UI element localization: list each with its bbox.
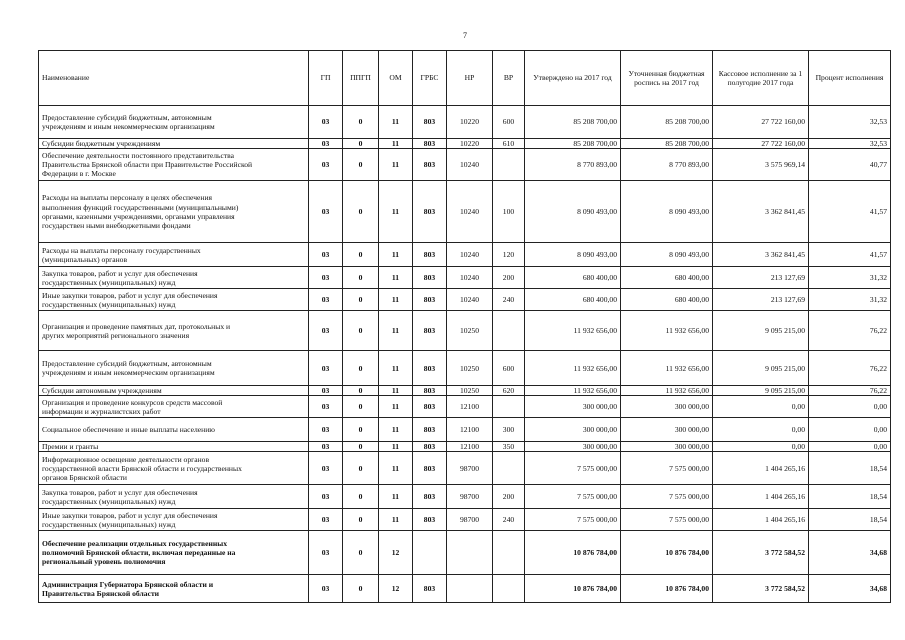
cell-name: Организация и проведение памятных дат, протокольных и других мероприятий регионального значения <box>39 311 309 351</box>
cell-np <box>447 575 493 603</box>
cell-grbs: 803 <box>413 149 447 181</box>
cell-refined: 7 575 000,00 <box>621 485 713 509</box>
cell-om: 12 <box>379 531 413 575</box>
cell-grbs: 803 <box>413 509 447 531</box>
cell-refined: 85 208 700,00 <box>621 106 713 139</box>
cell-vr: 620 <box>493 386 525 396</box>
cell-name: Расходы на выплаты персоналу государственных (муниципальных) органов <box>39 243 309 267</box>
cell-om: 11 <box>379 267 413 289</box>
cell-om: 11 <box>379 106 413 139</box>
cell-cash: 9 095 215,00 <box>713 351 809 386</box>
cell-vr <box>493 452 525 485</box>
cell-np: 12100 <box>447 418 493 442</box>
table-row <box>39 396 891 418</box>
cell-gp: 03 <box>309 139 343 149</box>
cell-approved: 11 932 656,00 <box>525 351 621 386</box>
cell-percent: 18,54 <box>809 509 891 531</box>
cell-cash: 3 772 584,52 <box>713 531 809 575</box>
cell-grbs <box>413 531 447 575</box>
cell-percent: 0,00 <box>809 418 891 442</box>
cell-vr <box>493 311 525 351</box>
cell-name: Закупка товаров, работ и услуг для обеспечения государственных (муниципальных) нужд <box>39 485 309 509</box>
cell-percent: 41,57 <box>809 243 891 267</box>
cell-name: Социальное обеспечение и иные выплаты населению <box>39 418 309 442</box>
cell-approved: 680 400,00 <box>525 267 621 289</box>
header-cash: Кассовое исполнение за 1 полугодие 2017 года <box>713 51 809 106</box>
cell-ppgp: 0 <box>343 509 379 531</box>
cell-approved: 85 208 700,00 <box>525 139 621 149</box>
cell-cash: 0,00 <box>713 442 809 452</box>
cell-approved: 7 575 000,00 <box>525 509 621 531</box>
cell-percent: 34,68 <box>809 575 891 603</box>
cell-approved: 7 575 000,00 <box>525 452 621 485</box>
cell-grbs: 803 <box>413 418 447 442</box>
cell-name: Организация и проведение конкурсов средств массовой информации и журналистских работ <box>39 396 309 418</box>
cell-cash: 3 575 969,14 <box>713 149 809 181</box>
cell-om: 11 <box>379 452 413 485</box>
cell-percent: 40,77 <box>809 149 891 181</box>
cell-grbs: 803 <box>413 181 447 243</box>
cell-percent: 32,53 <box>809 139 891 149</box>
cell-grbs: 803 <box>413 452 447 485</box>
cell-gp: 03 <box>309 351 343 386</box>
cell-vr <box>493 575 525 603</box>
cell-cash: 0,00 <box>713 396 809 418</box>
cell-percent: 32,53 <box>809 106 891 139</box>
cell-percent: 76,22 <box>809 351 891 386</box>
cell-name: Субсидии автономным учреждениям <box>39 386 309 396</box>
header-percent: Процент исполнения <box>809 51 891 106</box>
cell-np: 12100 <box>447 442 493 452</box>
cell-refined: 7 575 000,00 <box>621 509 713 531</box>
cell-cash: 0,00 <box>713 418 809 442</box>
cell-om: 11 <box>379 139 413 149</box>
cell-gp: 03 <box>309 386 343 396</box>
cell-np <box>447 531 493 575</box>
cell-approved: 300 000,00 <box>525 442 621 452</box>
cell-np: 10240 <box>447 181 493 243</box>
cell-gp: 03 <box>309 418 343 442</box>
cell-cash: 9 095 215,00 <box>713 386 809 396</box>
cell-approved: 11 932 656,00 <box>525 311 621 351</box>
cell-vr <box>493 149 525 181</box>
table-row <box>39 267 891 289</box>
cell-name: Предоставление субсидий бюджетным, автономным учреждениям и иным некоммерческим организациям <box>39 106 309 139</box>
cell-om: 11 <box>379 289 413 311</box>
header-gp: ГП <box>309 51 343 106</box>
header-np: НР <box>447 51 493 106</box>
cell-grbs: 803 <box>413 243 447 267</box>
table-row <box>39 452 891 485</box>
cell-om: 11 <box>379 442 413 452</box>
cell-ppgp: 0 <box>343 139 379 149</box>
cell-gp: 03 <box>309 243 343 267</box>
cell-refined: 680 400,00 <box>621 267 713 289</box>
header-grbs: ГРБС <box>413 51 447 106</box>
cell-name: Премии и гранты <box>39 442 309 452</box>
cell-approved: 8 090 493,00 <box>525 243 621 267</box>
cell-refined: 680 400,00 <box>621 289 713 311</box>
cell-gp: 03 <box>309 509 343 531</box>
cell-vr: 100 <box>493 181 525 243</box>
cell-ppgp: 0 <box>343 575 379 603</box>
cell-cash: 1 404 265,16 <box>713 509 809 531</box>
cell-approved: 680 400,00 <box>525 289 621 311</box>
header-name: Наименование <box>39 51 309 106</box>
cell-refined: 11 932 656,00 <box>621 386 713 396</box>
cell-refined: 10 876 784,00 <box>621 531 713 575</box>
page-number: 7 <box>463 31 467 40</box>
cell-vr: 200 <box>493 267 525 289</box>
cell-np: 98700 <box>447 509 493 531</box>
cell-np: 10240 <box>447 267 493 289</box>
header-om: ОМ <box>379 51 413 106</box>
table-row <box>39 386 891 396</box>
cell-cash: 27 722 160,00 <box>713 106 809 139</box>
table-row <box>39 485 891 509</box>
cell-np: 10250 <box>447 351 493 386</box>
cell-name: Иные закупки товаров, работ и услуг для обеспечения государственных (муниципальных) нужд <box>39 509 309 531</box>
cell-np: 10220 <box>447 139 493 149</box>
cell-cash: 3 772 584,52 <box>713 575 809 603</box>
cell-cash: 213 127,69 <box>713 267 809 289</box>
cell-gp: 03 <box>309 452 343 485</box>
cell-ppgp: 0 <box>343 485 379 509</box>
cell-refined: 300 000,00 <box>621 418 713 442</box>
cell-cash: 1 404 265,16 <box>713 485 809 509</box>
cell-gp: 03 <box>309 289 343 311</box>
cell-np: 10220 <box>447 106 493 139</box>
cell-gp: 03 <box>309 149 343 181</box>
budget-table <box>38 50 891 603</box>
cell-approved: 8 090 493,00 <box>525 181 621 243</box>
cell-ppgp: 0 <box>343 181 379 243</box>
cell-ppgp: 0 <box>343 243 379 267</box>
cell-ppgp: 0 <box>343 351 379 386</box>
cell-approved: 300 000,00 <box>525 418 621 442</box>
cell-vr: 300 <box>493 418 525 442</box>
cell-gp: 03 <box>309 106 343 139</box>
cell-vr: 600 <box>493 351 525 386</box>
cell-np: 10240 <box>447 243 493 267</box>
cell-name: Закупка товаров, работ и услуг для обеспечения государственных (муниципальных) нужд <box>39 267 309 289</box>
cell-om: 11 <box>379 351 413 386</box>
cell-cash: 9 095 215,00 <box>713 311 809 351</box>
cell-om: 11 <box>379 181 413 243</box>
cell-approved: 85 208 700,00 <box>525 106 621 139</box>
cell-name: Обеспечение деятельности постоянного представительства Правительства Брянской области при Правительстве Российской Федерации в г. Москве <box>39 149 309 181</box>
cell-vr <box>493 396 525 418</box>
cell-ppgp: 0 <box>343 267 379 289</box>
cell-cash: 3 362 841,45 <box>713 243 809 267</box>
cell-approved: 10 876 784,00 <box>525 575 621 603</box>
cell-refined: 11 932 656,00 <box>621 311 713 351</box>
cell-vr <box>493 531 525 575</box>
cell-refined: 7 575 000,00 <box>621 452 713 485</box>
cell-ppgp: 0 <box>343 386 379 396</box>
cell-vr: 240 <box>493 509 525 531</box>
cell-name: Расходы на выплаты персоналу в целях обеспечения выполнения функций государственными (муниципальными) органами, казенными учреждениями, органами управления государствен ными внебюджетными фондами <box>39 181 309 243</box>
cell-percent: 41,57 <box>809 181 891 243</box>
cell-name: Обеспечение реализации отдельных государственных полномочий Брянской области, включая переданные на региональный уровень полномочия <box>39 531 309 575</box>
table-row <box>39 442 891 452</box>
table-row <box>39 289 891 311</box>
table-body <box>39 106 891 603</box>
cell-grbs: 803 <box>413 139 447 149</box>
cell-ppgp: 0 <box>343 442 379 452</box>
table-row <box>39 575 891 603</box>
cell-refined: 85 208 700,00 <box>621 139 713 149</box>
cell-percent: 76,22 <box>809 311 891 351</box>
table-row <box>39 106 891 139</box>
cell-ppgp: 0 <box>343 149 379 181</box>
cell-refined: 8 090 493,00 <box>621 243 713 267</box>
cell-gp: 03 <box>309 311 343 351</box>
cell-grbs: 803 <box>413 442 447 452</box>
cell-om: 11 <box>379 485 413 509</box>
cell-percent: 18,54 <box>809 452 891 485</box>
cell-gp: 03 <box>309 181 343 243</box>
cell-percent: 0,00 <box>809 442 891 452</box>
cell-om: 11 <box>379 509 413 531</box>
cell-np: 10240 <box>447 289 493 311</box>
table-row <box>39 181 891 243</box>
cell-ppgp: 0 <box>343 106 379 139</box>
table-row <box>39 531 891 575</box>
table-row <box>39 351 891 386</box>
cell-cash: 27 722 160,00 <box>713 139 809 149</box>
cell-ppgp: 0 <box>343 418 379 442</box>
cell-ppgp: 0 <box>343 452 379 485</box>
header-vr: ВР <box>493 51 525 106</box>
cell-cash: 1 404 265,16 <box>713 452 809 485</box>
cell-name: Субсидии бюджетным учреждениям <box>39 139 309 149</box>
cell-vr: 240 <box>493 289 525 311</box>
cell-grbs: 803 <box>413 575 447 603</box>
cell-ppgp: 0 <box>343 311 379 351</box>
cell-grbs: 803 <box>413 485 447 509</box>
cell-om: 11 <box>379 311 413 351</box>
cell-grbs: 803 <box>413 289 447 311</box>
cell-vr: 350 <box>493 442 525 452</box>
cell-refined: 300 000,00 <box>621 442 713 452</box>
cell-om: 11 <box>379 418 413 442</box>
cell-ppgp: 0 <box>343 289 379 311</box>
header-row <box>39 51 891 106</box>
cell-refined: 8 090 493,00 <box>621 181 713 243</box>
cell-cash: 213 127,69 <box>713 289 809 311</box>
cell-gp: 03 <box>309 267 343 289</box>
table-row <box>39 149 891 181</box>
cell-name: Иные закупки товаров, работ и услуг для обеспечения государственных (муниципальных) нужд <box>39 289 309 311</box>
cell-ppgp: 0 <box>343 396 379 418</box>
cell-approved: 8 770 893,00 <box>525 149 621 181</box>
cell-np: 98700 <box>447 485 493 509</box>
cell-vr: 120 <box>493 243 525 267</box>
cell-name: Информационное освещение деятельности органов государственной власти Брянской области и государственных органов Брянской области <box>39 452 309 485</box>
cell-percent: 34,68 <box>809 531 891 575</box>
cell-om: 11 <box>379 149 413 181</box>
cell-grbs: 803 <box>413 311 447 351</box>
cell-grbs: 803 <box>413 267 447 289</box>
cell-grbs: 803 <box>413 396 447 418</box>
cell-gp: 03 <box>309 531 343 575</box>
cell-grbs: 803 <box>413 351 447 386</box>
cell-cash: 3 362 841,45 <box>713 181 809 243</box>
table-row <box>39 243 891 267</box>
header-refined: Уточненная бюджетная роспись на 2017 год <box>621 51 713 106</box>
table-row <box>39 139 891 149</box>
cell-np: 10240 <box>447 149 493 181</box>
table-row <box>39 311 891 351</box>
cell-vr: 600 <box>493 106 525 139</box>
cell-gp: 03 <box>309 396 343 418</box>
cell-om: 11 <box>379 386 413 396</box>
cell-vr: 610 <box>493 139 525 149</box>
cell-grbs: 803 <box>413 386 447 396</box>
cell-approved: 11 932 656,00 <box>525 386 621 396</box>
cell-np: 98700 <box>447 452 493 485</box>
cell-name: Предоставление субсидий бюджетным, автономным учреждениям и иным некоммерческим организациям <box>39 351 309 386</box>
cell-np: 10250 <box>447 386 493 396</box>
cell-percent: 0,00 <box>809 396 891 418</box>
cell-om: 11 <box>379 243 413 267</box>
cell-gp: 03 <box>309 485 343 509</box>
cell-gp: 03 <box>309 442 343 452</box>
cell-refined: 8 770 893,00 <box>621 149 713 181</box>
cell-om: 12 <box>379 575 413 603</box>
cell-percent: 31,32 <box>809 267 891 289</box>
cell-approved: 7 575 000,00 <box>525 485 621 509</box>
header-approved: Утверждено на 2017 год <box>525 51 621 106</box>
cell-ppgp: 0 <box>343 531 379 575</box>
cell-percent: 31,32 <box>809 289 891 311</box>
cell-percent: 76,22 <box>809 386 891 396</box>
cell-percent: 18,54 <box>809 485 891 509</box>
cell-grbs: 803 <box>413 106 447 139</box>
cell-approved: 10 876 784,00 <box>525 531 621 575</box>
cell-refined: 10 876 784,00 <box>621 575 713 603</box>
cell-refined: 11 932 656,00 <box>621 351 713 386</box>
cell-np: 10250 <box>447 311 493 351</box>
cell-gp: 03 <box>309 575 343 603</box>
cell-np: 12100 <box>447 396 493 418</box>
table-row <box>39 509 891 531</box>
cell-refined: 300 000,00 <box>621 396 713 418</box>
header-ppgp: ППГП <box>343 51 379 106</box>
cell-approved: 300 000,00 <box>525 396 621 418</box>
cell-name: Администрация Губернатора Брянской области и Правительства Брянской области <box>39 575 309 603</box>
cell-om: 11 <box>379 396 413 418</box>
table-row <box>39 418 891 442</box>
cell-vr: 200 <box>493 485 525 509</box>
